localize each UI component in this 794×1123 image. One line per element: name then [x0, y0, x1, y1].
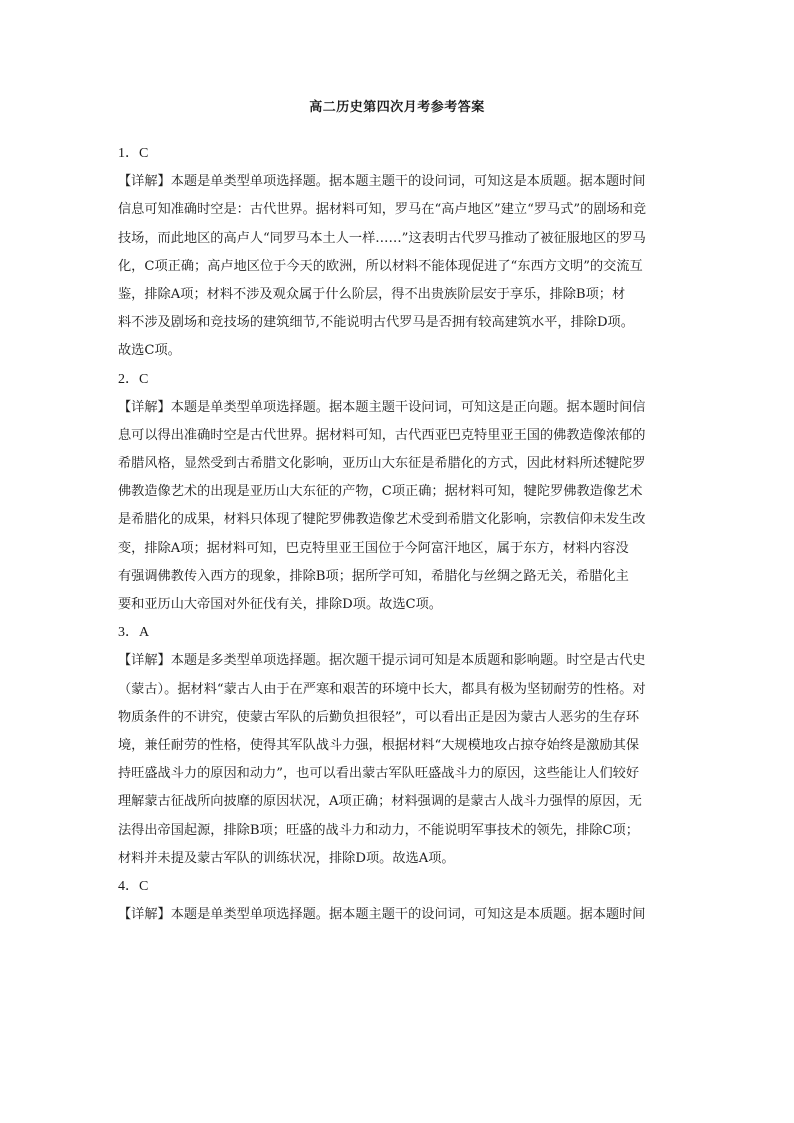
text-line: 信息可知准确时空是：古代世界。据材料可知，罗马在“高卢地区”建立“罗马式”的剧场和竞: [118, 202, 647, 218]
text-line: 法得出帝国起源，排除B项；旺盛的战斗力和动力，不能说明军事技术的领先，排除C项；: [118, 822, 639, 838]
text-line: 【详解】本题是单类型单项选择题。据本题主题干的设问词，可知这是本质题。据本题时间: [118, 907, 646, 923]
question-number: 4．C: [118, 878, 149, 894]
text-line: 佛教造像艺术的出现是亚历山大东征的产物，C项正确；据材料可知，犍陀罗佛教造像艺术: [118, 484, 643, 500]
answer-body: [118, 140, 680, 929]
text-line: 物质条件的不讲究，使蒙古军队的后勤负担很轻”，可以看出正是因为蒙古人恶劣的生存环: [118, 709, 640, 725]
question-number: 1．C: [118, 146, 149, 161]
text-line: 故选C项。: [118, 343, 181, 359]
question-number: 3．A: [118, 625, 150, 641]
text-line: 鉴，排除A项；材料不涉及观众属于什么阶层，得不出贵族阶层安于享乐，排除B项；材: [118, 286, 626, 302]
text-line: 要和亚历山大帝国对外征伐有关，排除D项。故选C项。: [118, 597, 442, 612]
text-line: （蒙古）。据材料“蒙古人由于在严寒和艰苦的环境中长大，都具有极为坚韧耐劳的性格。对: [118, 681, 646, 697]
text-line: 有强调佛教传入西方的现象，排除B项；据所学可知，希腊化与丝绸之路无关，希腊化主: [118, 568, 629, 584]
text-line: 【详解】本题是单类型单项选择题。据本题主题干的设问词，可知这是本质题。据本题时间: [118, 174, 646, 190]
text-line: 理解蒙古征战所向披靡的原因状况，A项正确；材料强调的是蒙古人战斗力强悍的原因，无: [118, 794, 642, 810]
text-line: 境，兼任耐劳的性格，使得其军队战斗力强，根据材料“大规模地攻占掠夺始终是激励其保: [118, 737, 640, 753]
text-line: 化，C项正确；高卢地区位于今天的欧洲，所以材料不能体现促进了“东西方文明”的交流互: [118, 258, 643, 274]
text-line: 持旺盛战斗力的原因和动力”，也可以看出蒙古军队旺盛战斗力的原因，这些能让人们较好: [118, 766, 640, 782]
page-title: 高二历史第四次月考参考答案: [309, 100, 485, 115]
text-line: 息可以得出准确时空是古代世界。据材料可知，古代西亚巴克特里亚王国的佛教造像浓郁的: [118, 427, 646, 443]
text-line: 希腊风格，显然受到古希腊文化影响，亚历山大东征是希腊化的方式，因此材料所述犍陀罗: [118, 456, 646, 472]
text-line: 料不涉及剧场和竞技场的建筑细节,不能说明古代罗马是否拥有较高建筑水平，排除D项。: [118, 315, 634, 331]
question-number: 2．C: [118, 371, 149, 387]
text-line: 【详解】本题是多类型单项选择题。据次题干提示词可知是本质题和影响题。时空是古代史: [118, 653, 646, 669]
text-line: 技场，而此地区的高卢人“同罗马本土人一样……”这表明古代罗马推动了被征服地区的罗马: [118, 230, 646, 246]
text-line: 材料并未提及蒙古军队的训练状况，排除D项。故选A项。: [118, 850, 455, 866]
text-line: 【详解】本题是单类型单项选择题。据本题主题干设问词，可知这是正向题。据本题时间信: [118, 399, 646, 415]
text-line: 是希腊化的成果，材料只体现了犍陀罗佛教造像艺术受到希腊文化影响，宗教信仰未发生改: [118, 512, 646, 528]
text-line: 变，排除A项；据材料可知，巴克特里亚王国位于今阿富汗地区，属于东方，材料内容没: [118, 540, 629, 556]
